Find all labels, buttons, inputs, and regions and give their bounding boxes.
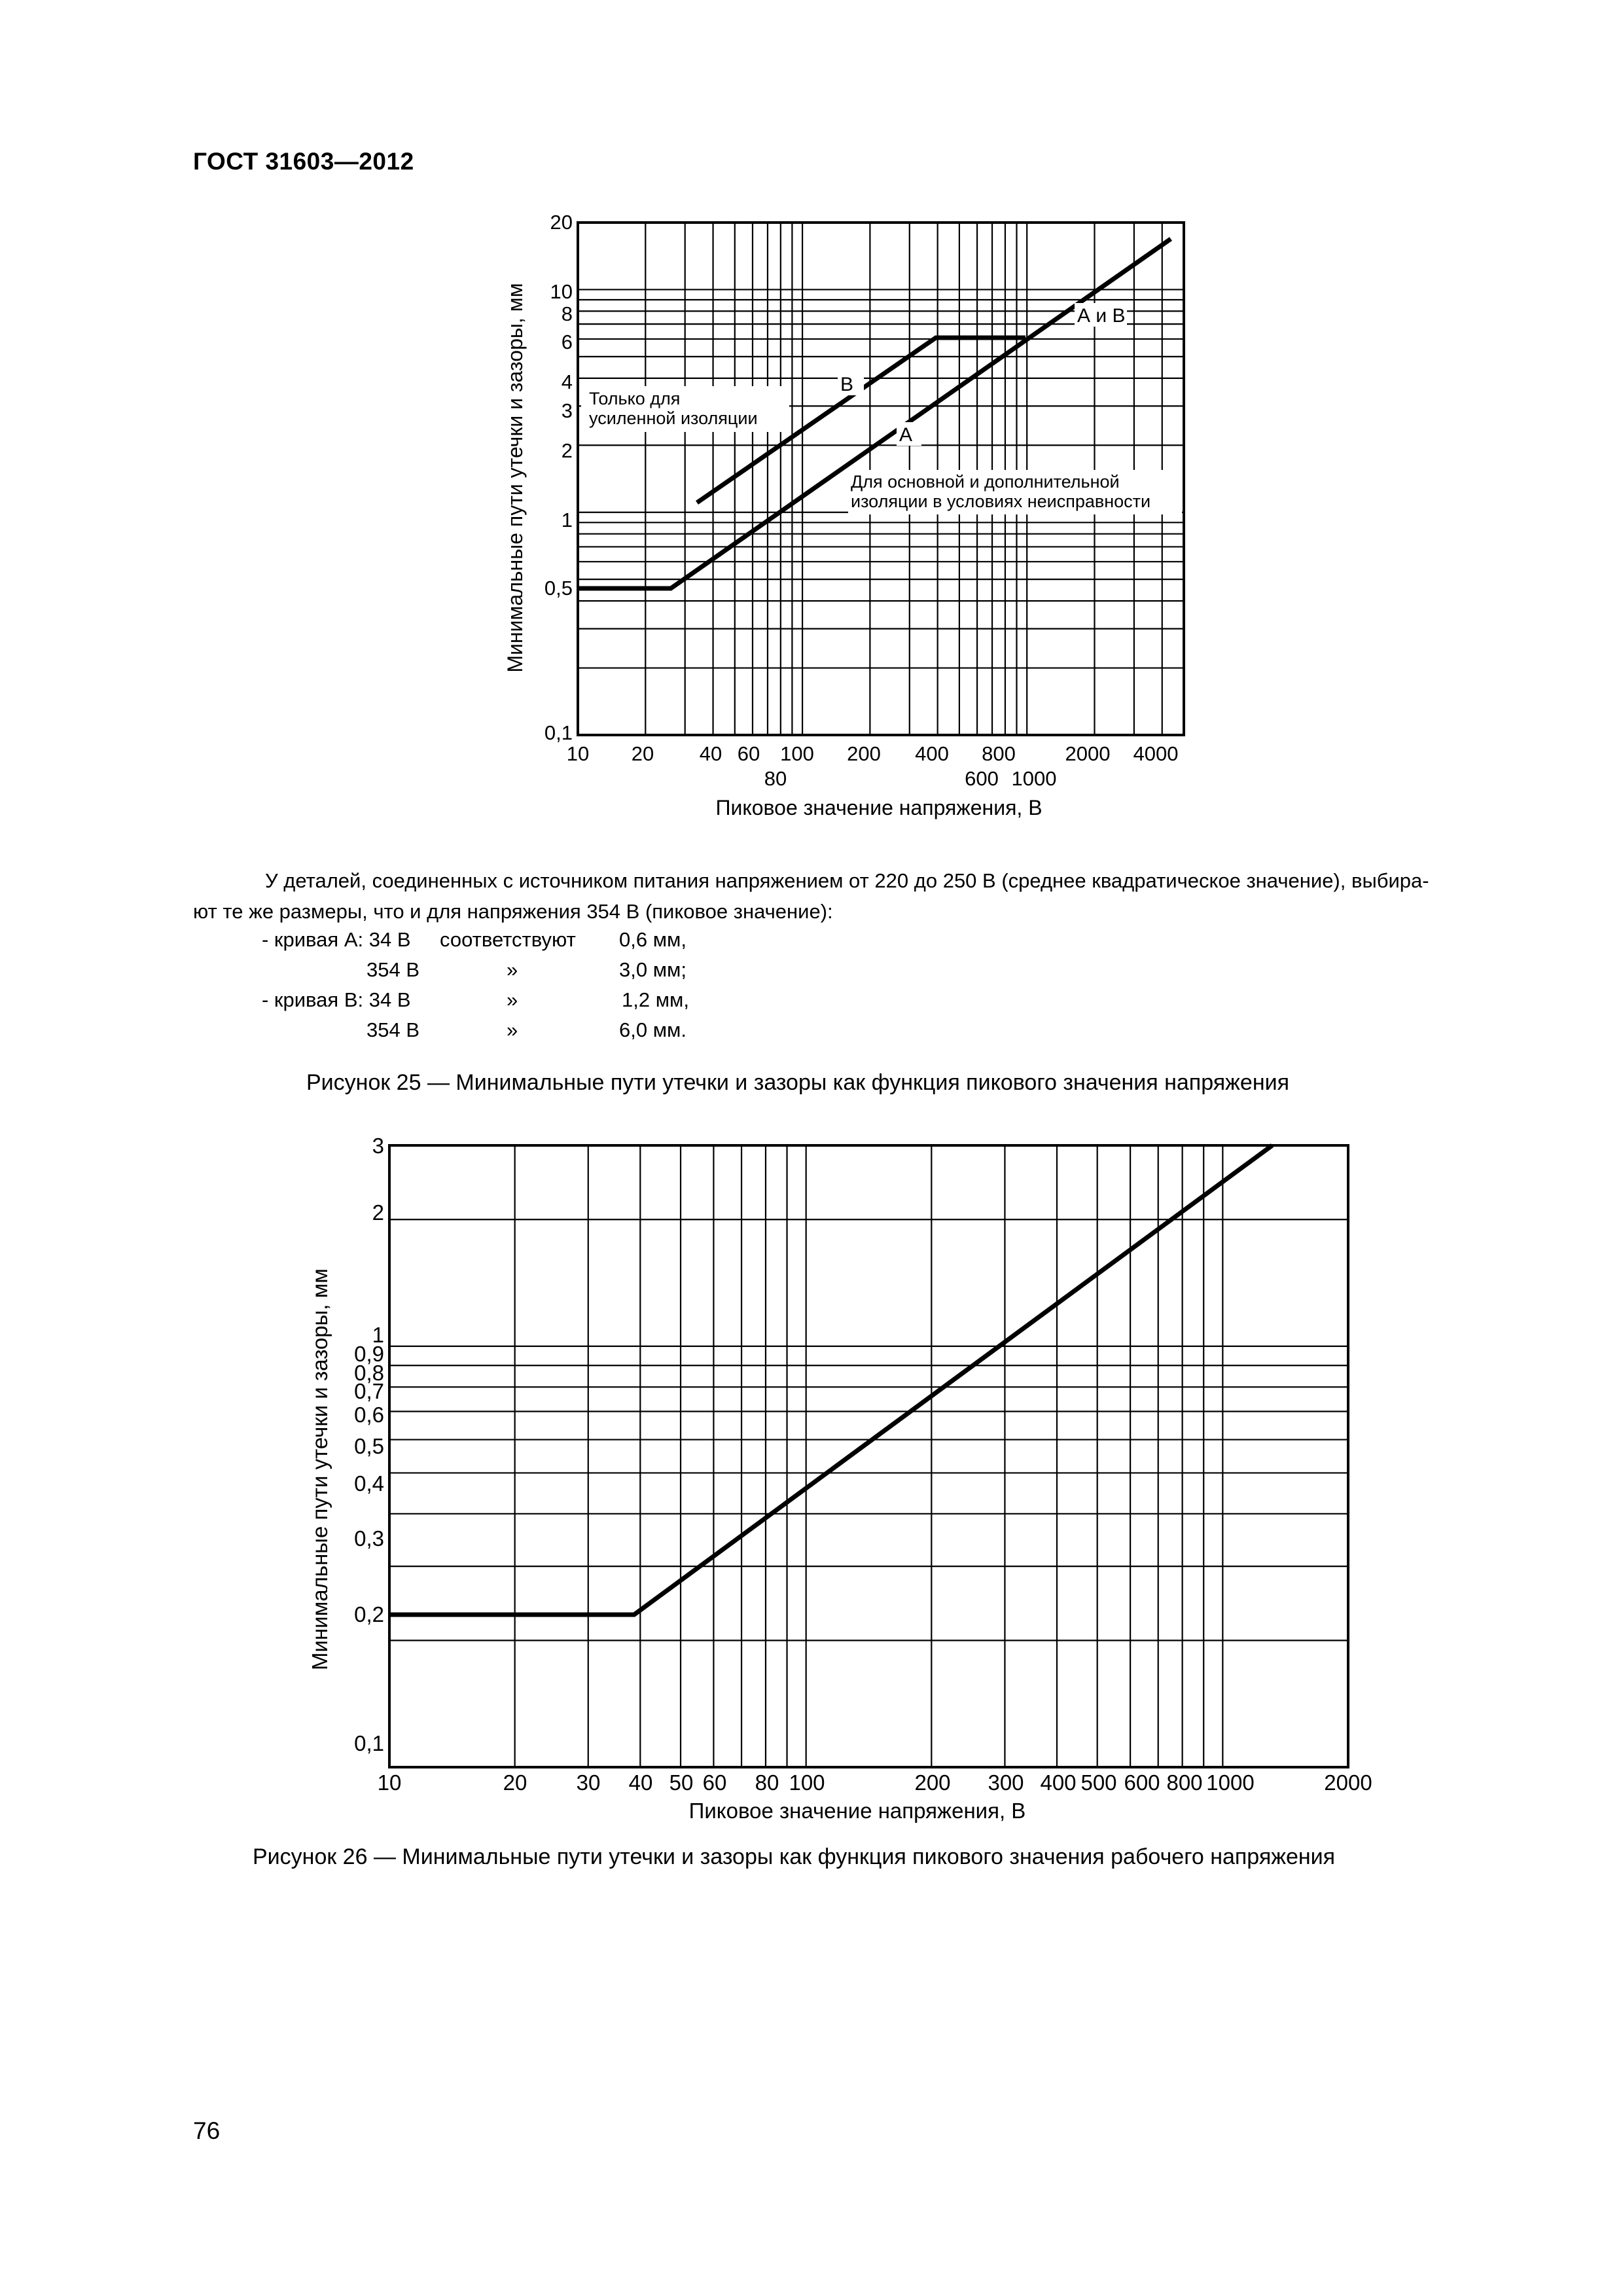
f25-xtick: 100 bbox=[780, 742, 814, 765]
f26-ytick: 0,3 bbox=[354, 1526, 384, 1551]
f25-ytick: 0,5 bbox=[544, 577, 573, 600]
f25-xtick: 20 bbox=[631, 742, 654, 765]
f25-xtick-low: 1000 bbox=[1011, 767, 1057, 790]
value-row: » bbox=[507, 958, 518, 981]
f26-ytick: 2 bbox=[372, 1200, 384, 1225]
f26-ytick: 0,5 bbox=[354, 1434, 384, 1458]
f25-xtick: 400 bbox=[915, 742, 949, 765]
f26-ytick: 0,1 bbox=[354, 1731, 384, 1755]
f25-xtick-low: 600 bbox=[965, 767, 999, 790]
f26-xtick: 80 bbox=[755, 1770, 779, 1795]
f26-x-tick-labels bbox=[378, 1770, 1372, 1795]
value-row: - кривая В: 34 В bbox=[262, 988, 411, 1011]
f25-ytick: 0,1 bbox=[544, 721, 573, 744]
f26-xtick: 600 bbox=[1124, 1770, 1160, 1795]
f25-xtick-low: 80 bbox=[764, 767, 787, 790]
figure-26-caption: Рисунок 26 — Минимальные пути утечки и зазоры как функция пикового значения рабочего напряжения bbox=[253, 1844, 1336, 1869]
f26-y-axis-label: Минимальные пути утечки и зазоры, мм bbox=[308, 1268, 332, 1670]
f25-ytick: 8 bbox=[561, 302, 573, 325]
value-row: » bbox=[507, 1018, 518, 1041]
f25-y-tick-labels bbox=[544, 211, 573, 744]
f25-label-b: В bbox=[840, 374, 854, 395]
f25-xtick: 40 bbox=[699, 742, 722, 765]
f26-xtick: 1000 bbox=[1206, 1770, 1255, 1795]
f26-x-axis-label: Пиковое значение напряжения, В bbox=[688, 1799, 1026, 1823]
f25-xtick: 200 bbox=[847, 742, 881, 765]
f26-xtick: 30 bbox=[576, 1770, 601, 1795]
f26-xtick: 10 bbox=[377, 1770, 402, 1795]
f25-ytick: 20 bbox=[550, 211, 573, 234]
value-row: 0,6 мм, bbox=[619, 928, 687, 951]
value-row: 354 В bbox=[366, 958, 420, 981]
f26-xtick: 60 bbox=[702, 1770, 727, 1795]
value-row: 1,2 мм, bbox=[622, 988, 689, 1011]
paragraph-line2: ют те же размеры, что и для напряжения 354 В (пиковое значение): bbox=[193, 900, 833, 923]
f26-grid bbox=[389, 1145, 1348, 1767]
paragraph-line1: У деталей, соединенных с источником питания напряжением от 220 до 250 В (среднее квадратическое значение), выбира- bbox=[265, 869, 1429, 892]
f26-xtick: 100 bbox=[789, 1770, 825, 1795]
f26-ytick: 0,6 bbox=[354, 1403, 384, 1427]
f26-curve bbox=[389, 1145, 1272, 1615]
figure-25-caption: Рисунок 25 — Минимальные пути утечки и зазоры как функция пикового значения напряжения bbox=[306, 1070, 1289, 1095]
f25-xtick: 60 bbox=[737, 742, 760, 765]
f25-label-a: А bbox=[899, 424, 913, 446]
f25-ytick: 10 bbox=[550, 280, 573, 303]
f25-ytick: 6 bbox=[561, 331, 573, 353]
figure-26-chart bbox=[308, 1119, 1394, 1826]
f26-ytick: 0,9 bbox=[354, 1342, 384, 1366]
f25-x-tick-labels bbox=[567, 742, 1179, 790]
f26-ytick: 0,8 bbox=[354, 1361, 384, 1385]
f25-ytick: 1 bbox=[561, 509, 573, 531]
f25-note-b-line1: Только для bbox=[589, 389, 681, 408]
f26-xtick: 40 bbox=[628, 1770, 653, 1795]
f25-xtick: 4000 bbox=[1133, 742, 1179, 765]
figure-25-chart bbox=[458, 196, 1230, 838]
f26-xtick: 200 bbox=[914, 1770, 951, 1795]
value-row: » bbox=[507, 988, 518, 1011]
value-row: - кривая А: 34 В bbox=[262, 928, 411, 951]
f26-xtick: 20 bbox=[503, 1770, 527, 1795]
f25-ytick: 3 bbox=[561, 399, 573, 422]
value-row: соответствуют bbox=[440, 928, 576, 951]
f25-xtick: 2000 bbox=[1065, 742, 1111, 765]
f26-xtick: 800 bbox=[1166, 1770, 1203, 1795]
f26-y-tick-labels bbox=[354, 1134, 384, 1755]
value-row: 3,0 мм; bbox=[619, 958, 687, 981]
f25-ytick: 2 bbox=[561, 439, 573, 462]
f25-note-a-line2: изоляции в условиях неисправности bbox=[851, 492, 1151, 511]
f26-xtick: 300 bbox=[988, 1770, 1024, 1795]
f26-ytick: 0,7 bbox=[354, 1379, 384, 1403]
f25-note-b-line2: усиленной изоляции bbox=[589, 408, 758, 428]
f25-label-a-and-b: А и В bbox=[1077, 305, 1126, 327]
page-number: 76 bbox=[193, 2117, 221, 2144]
f26-ytick: 0,4 bbox=[354, 1471, 384, 1496]
f26-ytick: 0,2 bbox=[354, 1602, 384, 1626]
f26-ytick: 1 bbox=[372, 1323, 384, 1347]
f25-note-a-line1: Для основной и дополнительной bbox=[851, 472, 1120, 492]
f26-xtick: 400 bbox=[1040, 1770, 1077, 1795]
document-header: ГОСТ 31603—2012 bbox=[193, 148, 414, 175]
f25-y-axis-label: Минимальные пути утечки и зазоры, мм bbox=[503, 283, 527, 673]
value-row: 6,0 мм. bbox=[619, 1018, 687, 1041]
f26-xtick: 50 bbox=[669, 1770, 694, 1795]
f25-xtick: 800 bbox=[982, 742, 1016, 765]
f25-ytick: 4 bbox=[561, 370, 573, 393]
paragraph bbox=[193, 865, 1495, 927]
f26-xtick: 2000 bbox=[1324, 1770, 1372, 1795]
f26-ytick: 3 bbox=[372, 1134, 384, 1158]
value-row: 354 В bbox=[366, 1018, 420, 1041]
f25-x-axis-label: Пиковое значение напряжения, В bbox=[715, 796, 1043, 819]
f26-xtick: 500 bbox=[1080, 1770, 1117, 1795]
f25-xtick: 10 bbox=[566, 742, 590, 765]
